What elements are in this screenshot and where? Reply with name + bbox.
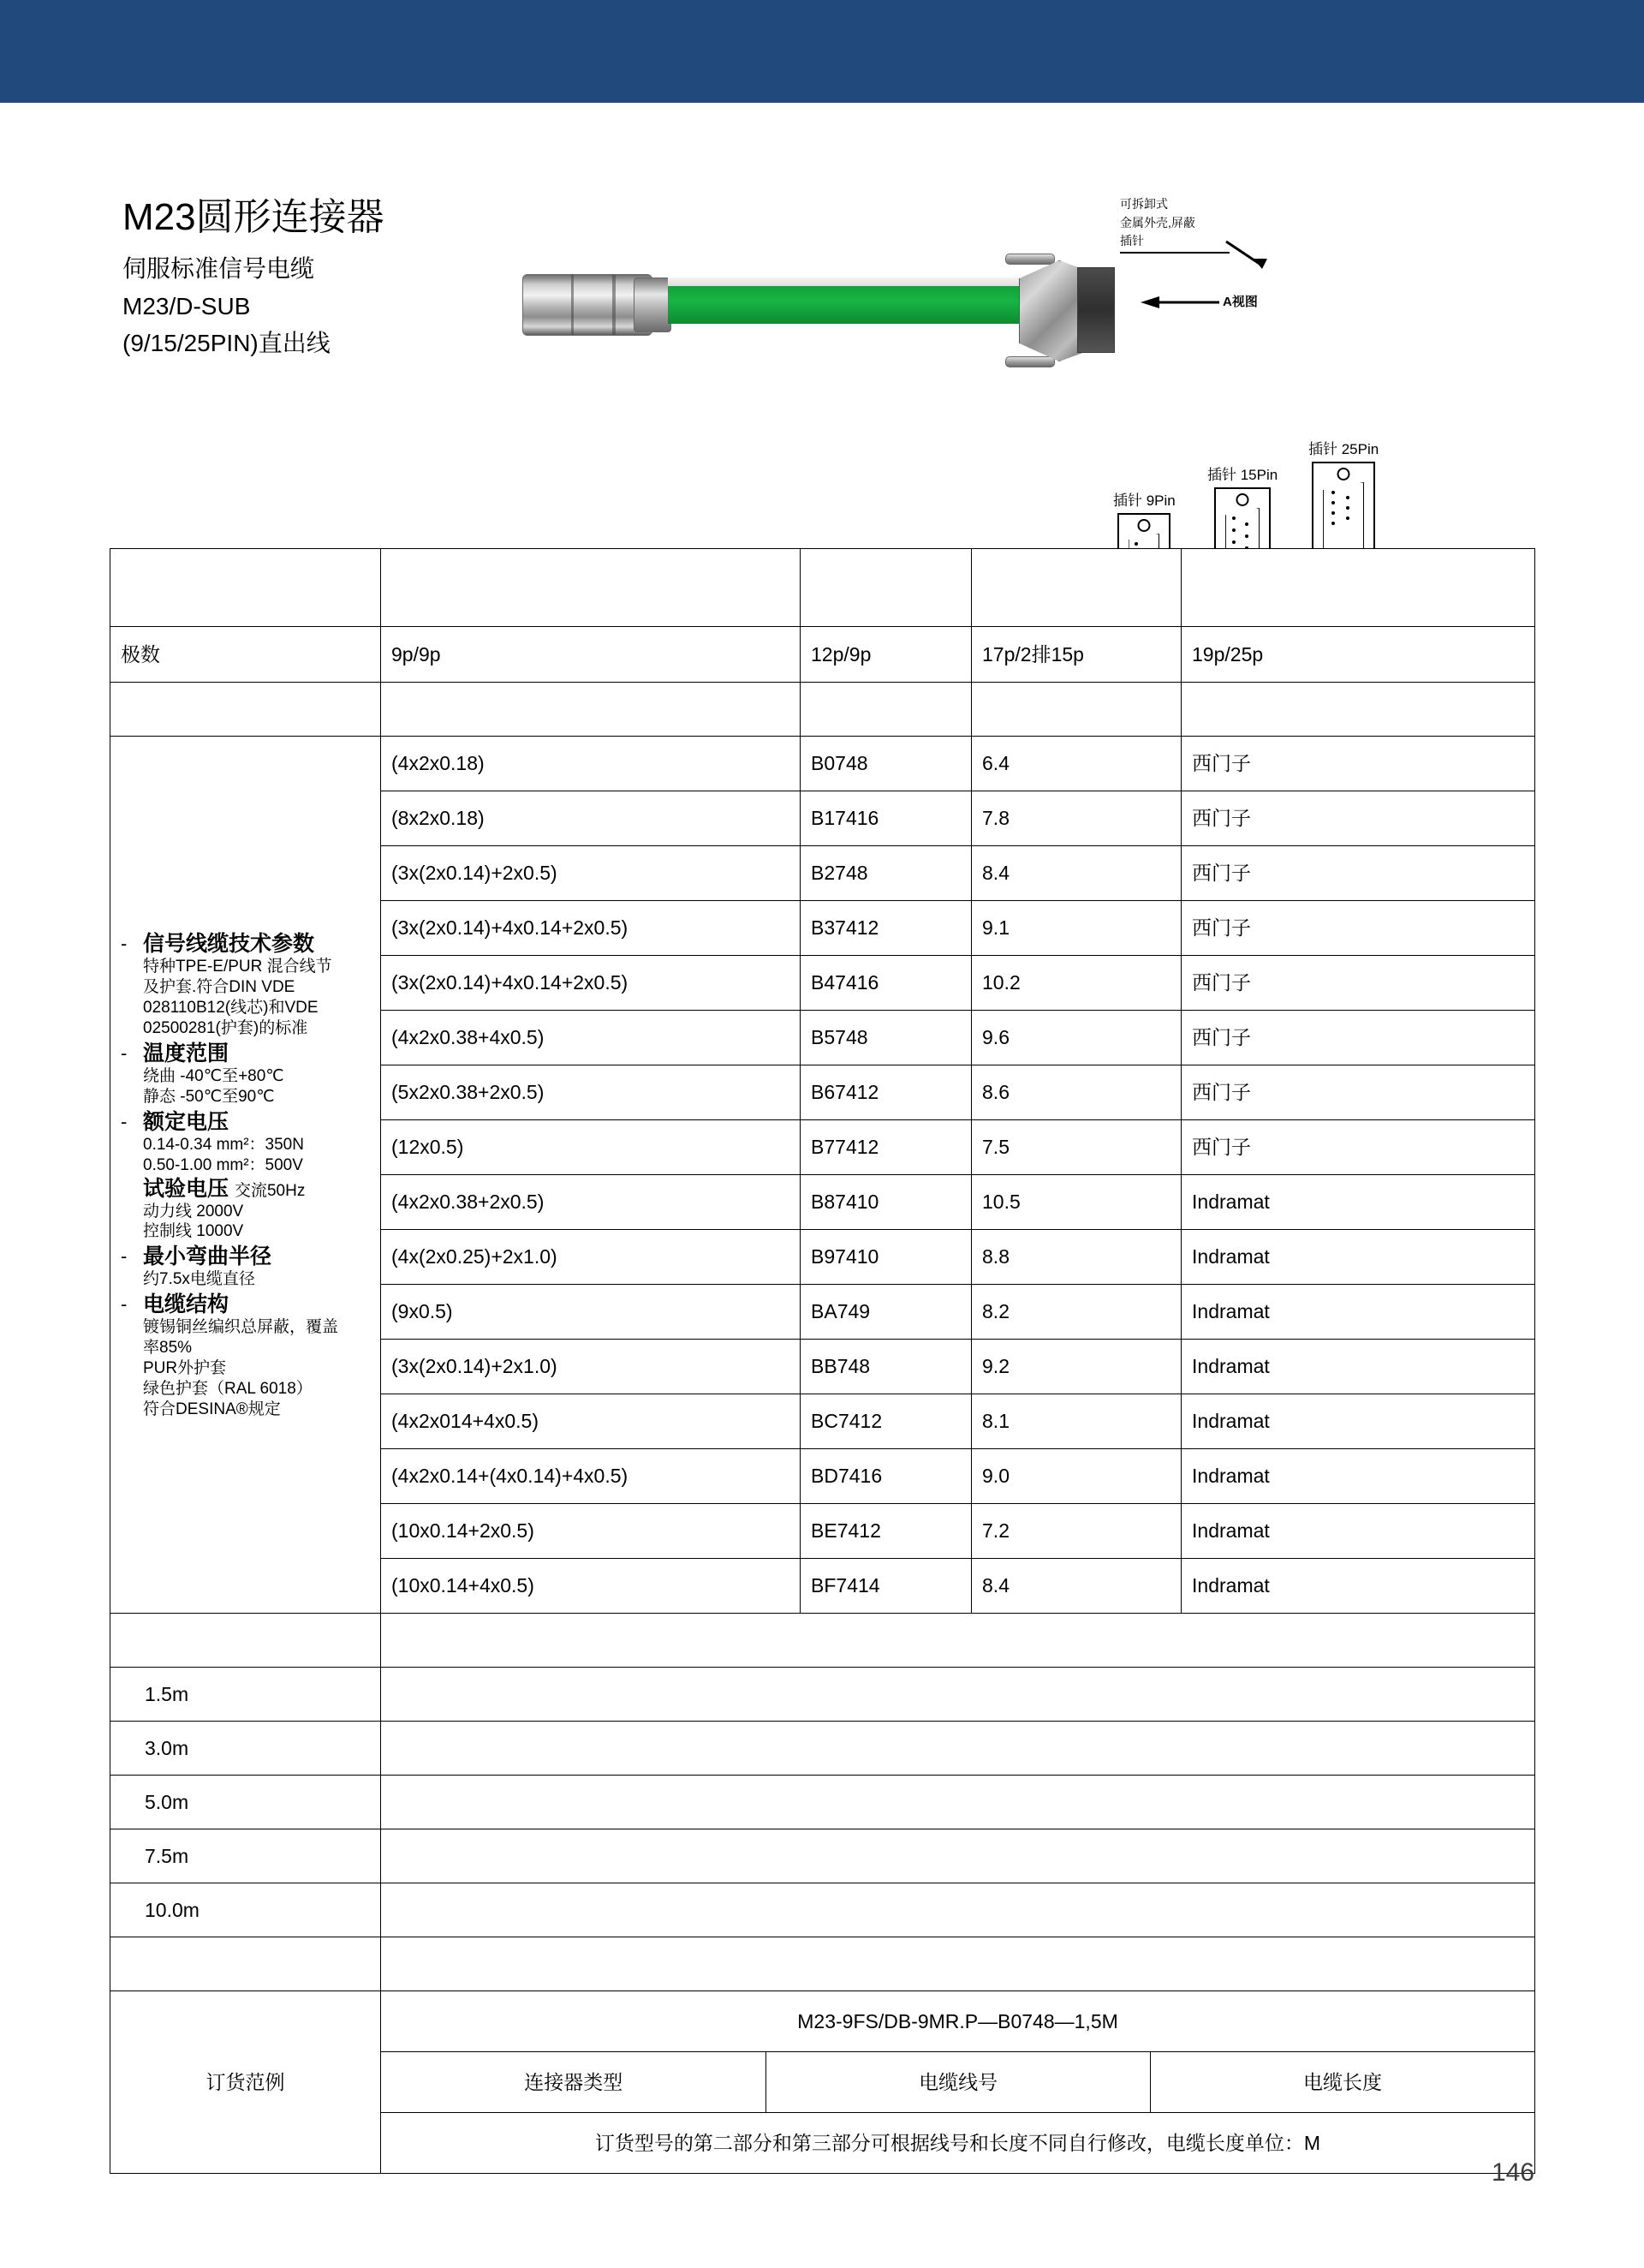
cable-length-empty-cell — [381, 1668, 1535, 1722]
cable-length-value: 1.5m — [110, 1668, 381, 1722]
spec-subtitle-test-voltage — [143, 1176, 370, 1202]
cell-outer-diameter: 7.5 — [972, 1120, 1182, 1175]
cell-outer-diameter: 8.1 — [972, 1394, 1182, 1449]
cable-length-empty-cell — [381, 1722, 1535, 1776]
header-area — [0, 103, 1644, 531]
cell-sheath-code: BE7412 — [801, 1504, 972, 1559]
spec-text: 特种TPE-E/PUR 混合线节 — [143, 958, 332, 976]
poles-cell-1: 9p/9p — [381, 627, 801, 683]
cell-sheath-code: B0748 — [801, 737, 972, 791]
bullet-dash-icon: - — [121, 1293, 128, 1316]
spec-text: 约7.5x电缆直径 — [143, 1270, 255, 1289]
bullet-dash-icon: - — [121, 1041, 128, 1064]
cell-system: 西门子 — [1182, 1065, 1535, 1120]
spec-group-voltage — [121, 1109, 370, 1243]
cell-system: 西门子 — [1182, 956, 1535, 1011]
cell-outer-diameter: 8.4 — [972, 846, 1182, 901]
cell-system: Indramat — [1182, 1394, 1535, 1449]
cell-cores: (3x(2x0.14)+2x0.5) — [381, 846, 801, 901]
cell-cores: (4x2x0.18) — [381, 737, 801, 791]
bullet-dash-icon: - — [121, 933, 128, 954]
order-note-row — [381, 2113, 1534, 2174]
dsub-pin-block — [1077, 267, 1115, 353]
cable-length-empty-cell — [381, 1829, 1535, 1883]
cell-sheath-code: B37412 — [801, 901, 972, 956]
poles-row — [110, 627, 1535, 683]
cell-system: 西门子 — [1182, 901, 1535, 956]
spec-text: PUR外护套 — [143, 1359, 227, 1378]
cell-sheath-code: B17416 — [801, 791, 972, 846]
order-example-row — [110, 1991, 1535, 2174]
top-blue-band — [0, 0, 1644, 103]
cell-sheath-code: B87410 — [801, 1175, 972, 1230]
cell-cores: (4x2x0.14+(4x0.14)+4x0.5) — [381, 1449, 801, 1504]
cell-cores: (3x(2x0.14)+4x0.14+2x0.5) — [381, 901, 801, 956]
cell-sheath-code: BD7416 — [801, 1449, 972, 1504]
bullet-dash-icon: - — [121, 1245, 128, 1268]
cell-outer-diameter: 8.6 — [972, 1065, 1182, 1120]
order-example-code-row — [381, 1991, 1534, 2052]
cell-cores: (8x2x0.18) — [381, 791, 801, 846]
cable-length-value: 7.5m — [110, 1829, 381, 1883]
poles-cell-4: 19p/25p — [1182, 627, 1535, 683]
model-row — [110, 549, 1535, 627]
order-part-connector-type: 连接器类型 — [381, 2052, 766, 2113]
cable-length-empty-cell — [381, 1776, 1535, 1829]
cell-sheath-code: BB748 — [801, 1340, 972, 1394]
page-title: M23圆形连接器 — [122, 196, 384, 238]
cell-system: 西门子 — [1182, 1011, 1535, 1065]
cell-cores: (3x(2x0.14)+4x0.14+2x0.5) — [381, 956, 801, 1011]
order-part-labels-row — [381, 2052, 1534, 2113]
spec-list — [121, 931, 370, 1420]
spec-text: 符合DESINA®规定 — [143, 1400, 281, 1419]
cell-cores: (3x(2x0.14)+2x1.0) — [381, 1340, 801, 1394]
cell-cores: (10x0.14+4x0.5) — [381, 1559, 801, 1614]
cell-sheath-code: B67412 — [801, 1065, 972, 1120]
cell-system: Indramat — [1182, 1230, 1535, 1285]
cable-length-row — [110, 1829, 1535, 1883]
cable-length-value: 3.0m — [110, 1722, 381, 1776]
subtitle-line-1: 伺服标准信号电缆 — [122, 255, 315, 283]
cell-sheath-code: BA749 — [801, 1285, 972, 1340]
pin-diagram-15-label: 插针 15Pin — [1207, 467, 1278, 483]
cable-length-empty-cell — [381, 1883, 1535, 1937]
cell-cores: (12x0.5) — [381, 1120, 801, 1175]
spec-text: 率85% — [143, 1339, 193, 1358]
leader-line — [1120, 252, 1230, 254]
spec-text: 动力线 2000V — [143, 1202, 244, 1221]
spec-text: 及护套.符合DIN VDE — [143, 977, 295, 996]
spec-group-bend-radius — [121, 1244, 370, 1290]
order-number-header-label: 订货号 — [110, 1937, 381, 1991]
spec-text: 绿色护套（RAL 6018） — [143, 1380, 313, 1399]
spec-title-temperature: 温度范围 — [143, 1041, 229, 1065]
col-header-cores: 芯数x标称截面积mm² — [381, 683, 801, 737]
cell-cores: (4x2x0.38+4x0.5) — [381, 1011, 801, 1065]
cell-outer-diameter: 8.8 — [972, 1230, 1182, 1285]
cable-type-label: 电缆类型 — [110, 683, 381, 737]
cell-outer-diameter: 9.0 — [972, 1449, 1182, 1504]
cable-length-row — [110, 1722, 1535, 1776]
spec-text: 控制线 1000V — [143, 1222, 244, 1241]
model-cell-1: M23-9FS/DB-9MS.P — [381, 549, 801, 627]
subtitle-line-3: (9/15/25PIN)直出线 — [122, 330, 331, 357]
spec-title-signal: 信号线缆技术参数 — [143, 932, 315, 956]
leader-arrow-icon — [1224, 240, 1276, 274]
order-example-container — [381, 1991, 1535, 2174]
title-block — [122, 197, 568, 362]
cable-length-header-row — [110, 1614, 1535, 1668]
table-row — [110, 737, 1535, 791]
poles-cell-2: 12p/9p — [801, 627, 972, 683]
cell-cores: (4x(2x0.25)+2x1.0) — [381, 1230, 801, 1285]
spec-title-rated-voltage: 额定电压 — [143, 1109, 229, 1134]
model-cell-3: M23-17FS/DB-15MS/2C.P — [972, 549, 1182, 627]
cable-length-header-empty — [381, 1614, 1535, 1668]
order-example-label: 订货范例 — [110, 1991, 381, 2174]
order-example-code: M23-9FS/DB-9MR.P—B0748—1,5M — [381, 1991, 1534, 2052]
cell-system: Indramat — [1182, 1285, 1535, 1340]
cable-length-value: 10.0m — [110, 1883, 381, 1937]
model-cell-2: M23-12FS/DB-9MS.P — [801, 549, 972, 627]
spec-subtitle-note: 交流50Hz — [234, 1181, 306, 1200]
cell-outer-diameter: 10.5 — [972, 1175, 1182, 1230]
callout-line-3: 插针 — [1120, 234, 1144, 248]
cell-outer-diameter: 8.4 — [972, 1559, 1182, 1614]
order-part-cable-length: 电缆长度 — [1150, 2052, 1534, 2113]
cell-cores: (4x2x0.38+2x0.5) — [381, 1175, 801, 1230]
cell-sheath-code: B97410 — [801, 1230, 972, 1285]
cell-cores: (10x0.14+2x0.5) — [381, 1504, 801, 1559]
model-cell-4: M23-19FS/DB-25MS.P — [1182, 549, 1535, 627]
cell-cores: (5x2x0.38+2x0.5) — [381, 1065, 801, 1120]
cell-outer-diameter: 8.2 — [972, 1285, 1182, 1340]
spec-group-temperature — [121, 1041, 370, 1107]
dsub-metal-hood — [1019, 260, 1084, 361]
a-view-arrow-label: A视图 — [1223, 295, 1258, 309]
callout-line-1: 可拆卸式 — [1120, 197, 1168, 211]
cable-length-header-label: 电缆长度 — [110, 1614, 381, 1668]
col-header-system: 应用系统 — [1182, 683, 1535, 737]
dsub-screw-top-icon — [1005, 254, 1055, 265]
pin-diagram-9-label: 插针 9Pin — [1113, 492, 1176, 509]
callout-text — [1120, 195, 1195, 251]
cell-sheath-code: BF7414 — [801, 1559, 972, 1614]
spec-subtitle-text: 试验电压 — [143, 1176, 229, 1201]
cell-outer-diameter: 7.8 — [972, 791, 1182, 846]
order-example-table — [381, 1991, 1534, 2173]
cell-outer-diameter: 9.6 — [972, 1011, 1182, 1065]
order-number-header-empty — [381, 1937, 1535, 1991]
cell-sheath-code: B2748 — [801, 846, 972, 901]
cable-type-header-row — [110, 683, 1535, 737]
bullet-dash-icon: - — [121, 1110, 128, 1132]
spec-panel — [110, 737, 381, 1614]
cell-outer-diameter: 7.2 — [972, 1504, 1182, 1559]
cell-system: Indramat — [1182, 1559, 1535, 1614]
cell-system: Indramat — [1182, 1175, 1535, 1230]
cell-system: 西门子 — [1182, 846, 1535, 901]
spec-title-structure: 电缆结构 — [143, 1292, 229, 1317]
cell-sheath-code: B5748 — [801, 1011, 972, 1065]
model-row-label: 型号 — [110, 549, 381, 627]
col-header-outer-diameter: 电缆外径mm — [972, 683, 1182, 737]
pin-diagram-25-label: 插针 25Pin — [1308, 441, 1379, 457]
cell-sheath-code: B77412 — [801, 1120, 972, 1175]
cell-system: 西门子 — [1182, 791, 1535, 846]
order-part-cable-code: 电缆线号 — [766, 2052, 1151, 2113]
cell-system: Indramat — [1182, 1449, 1535, 1504]
product-photo — [505, 195, 1259, 418]
spec-text: 0.50-1.00 mm²：500V — [143, 1155, 303, 1174]
m23-connector-nut — [634, 278, 671, 332]
cable-length-value: 5.0m — [110, 1776, 381, 1829]
cell-outer-diameter: 10.2 — [972, 956, 1182, 1011]
order-note: 订货型号的第二部分和第三部分可根据线号和长度不同自行修改，电缆长度单位：M — [381, 2113, 1534, 2174]
spec-text: 绕曲 -40℃至+80℃ — [143, 1066, 284, 1085]
cable-length-row — [110, 1883, 1535, 1937]
order-number-header-row — [110, 1937, 1535, 1991]
poles-cell-3: 17p/2排15p — [972, 627, 1182, 683]
specification-table — [110, 548, 1535, 2174]
spec-group-signal — [121, 931, 370, 1039]
cell-system: Indramat — [1182, 1340, 1535, 1394]
spec-text: 0.14-0.34 mm²：350N — [143, 1135, 304, 1154]
spec-text: 镀锡铜丝编织总屏蔽，覆盖 — [143, 1318, 339, 1337]
spec-text: 02500281(护套)的标准 — [143, 1018, 308, 1037]
a-view-arrow-icon — [1141, 296, 1219, 308]
dsub-screw-bottom-icon — [1005, 356, 1055, 367]
cell-sheath-code: BC7412 — [801, 1394, 972, 1449]
callout-line-2: 金属外壳,屏蔽 — [1120, 215, 1195, 230]
cell-system: 西门子 — [1182, 1120, 1535, 1175]
spec-text: 静态 -50℃至90℃ — [143, 1087, 275, 1106]
green-cable — [668, 286, 1028, 324]
cell-outer-diameter: 9.2 — [972, 1340, 1182, 1394]
page-number: 146 — [1491, 2158, 1534, 2187]
col-header-sheath-color: 护套颜色 — [801, 683, 972, 737]
cell-cores: (4x2x014+4x0.5) — [381, 1394, 801, 1449]
cell-sheath-code: B47416 — [801, 956, 972, 1011]
cell-system: 西门子 — [1182, 737, 1535, 791]
spec-text: 028110B12(线芯)和VDE — [143, 998, 319, 1017]
cell-cores: (9x0.5) — [381, 1285, 801, 1340]
subtitle-line-2: M23/D-SUB — [122, 292, 251, 319]
spec-title-bend-radius: 最小弯曲半径 — [143, 1244, 272, 1269]
cable-length-row — [110, 1776, 1535, 1829]
cell-outer-diameter: 9.1 — [972, 901, 1182, 956]
spec-group-structure — [121, 1292, 370, 1420]
cable-length-row — [110, 1668, 1535, 1722]
poles-row-label: 极数 — [110, 627, 381, 683]
cell-system: Indramat — [1182, 1504, 1535, 1559]
cell-outer-diameter: 6.4 — [972, 737, 1182, 791]
